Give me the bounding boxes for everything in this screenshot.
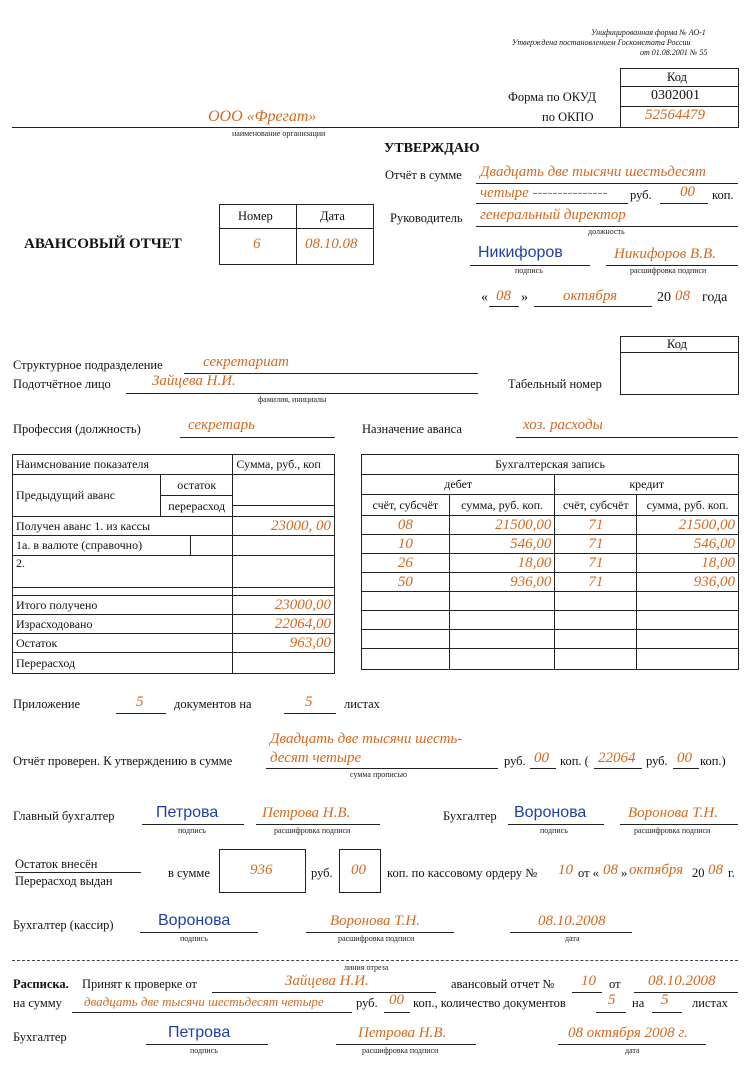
department-label: Структурное подразделение (13, 358, 163, 372)
head-name-caption: расшифровка подписи (630, 266, 707, 275)
report-number: 6 (253, 236, 261, 252)
cashier-name-caption: расшифровка подписи (338, 934, 415, 943)
entry-debet-account: 08 (362, 516, 450, 535)
cash-kop-value: 00 (351, 862, 366, 878)
approve-kop-value: 00 (680, 184, 695, 200)
attachment-sheets-label: листах (344, 697, 380, 711)
accountant-name: Воронова Т.Н. (628, 805, 718, 821)
cashier-date: 08.10.2008 (538, 913, 606, 929)
organization-caption: наименование организации (232, 129, 326, 138)
approve-date-year-label: года (702, 290, 728, 305)
entry-empty-cell (637, 649, 739, 670)
entry-empty-cell (362, 592, 450, 611)
head-position: генеральный директор (480, 207, 626, 223)
left-row-label: Израсходовано (13, 615, 233, 634)
left-row-label: Остаток (13, 634, 233, 653)
attachment-sheets: 5 (305, 694, 313, 710)
attachment-docs-label: документов на (174, 697, 252, 711)
checked-words-1: Двадцать две тысячи шесть- (270, 731, 463, 747)
approve-sum-words-2: четыре --------------- (480, 185, 608, 201)
prev-ostatok-label: остаток (161, 475, 232, 496)
entry-empty-cell (637, 611, 739, 630)
receipt-count-label: коп., количество документов (413, 996, 566, 1010)
entry-empty-cell (555, 592, 637, 611)
head-name: Никифоров В.В. (614, 246, 716, 262)
kredit-header: кредит (555, 475, 739, 495)
receipt-sheets-label: листах (692, 996, 728, 1010)
receipt-date-caption: дата (625, 1046, 640, 1055)
receipt-report-label: авансовый отчет № (451, 977, 555, 991)
checked-rub: руб. (504, 754, 526, 768)
approve-kop-label: коп. (712, 188, 734, 202)
receipt-docs: 5 (608, 992, 616, 1008)
entries-title: Бухгалтерская запись (362, 455, 739, 475)
cashier-name: Воронова Т.Н. (330, 913, 420, 929)
checked-caption: сумма прописью (350, 770, 407, 779)
checked-words-2: десят четыре (270, 750, 362, 766)
entry-empty-cell (637, 630, 739, 649)
entry-empty-cell (362, 630, 450, 649)
cash-year-prefix: 20 (692, 866, 705, 880)
accountant-label: Бухгалтер (443, 809, 497, 823)
receipt-kop-value: 00 (389, 992, 404, 1008)
chief-name: Петрова Н.В. (262, 805, 351, 821)
left-row-label: 2. (13, 556, 233, 588)
report-number-label: Номер (238, 209, 273, 223)
chief-name-caption: расшифровка подписи (274, 826, 351, 835)
entry-kredit-sum: 546,00 (637, 535, 739, 554)
entry-debet-account: 10 (362, 535, 450, 554)
cashier-date-caption: дата (565, 934, 580, 943)
receipt-title: Расписка. (13, 977, 69, 991)
accountable-value: Зайцева Н.И. (152, 373, 236, 389)
person-kod-header: Код (667, 337, 687, 351)
col-account-2: счёт, субсчёт (555, 495, 637, 516)
accountant-signature: Воронова (514, 804, 587, 821)
receipt-ot: от (609, 977, 621, 991)
okpo-label: по ОКПО (542, 110, 594, 124)
head-signature: Никифоров (478, 244, 563, 261)
receipt-number: 10 (581, 973, 596, 989)
cut-line-caption: линия отреза (344, 963, 389, 972)
approve-sum-label: Отчёт в сумме (385, 168, 462, 182)
approve-date-year-prefix: 20 (657, 290, 671, 305)
attachment-docs: 5 (136, 694, 144, 710)
receipt-name-caption: расшифровка подписи (362, 1046, 439, 1055)
receipt-rub: руб. (356, 996, 378, 1010)
organization-name: ООО «Фрегат» (208, 108, 317, 125)
cash-line-2: Перерасход выдан (15, 874, 113, 888)
approve-date-quote-open: « (481, 290, 488, 305)
cash-order-label: коп. по кассовому ордеру № (387, 866, 538, 880)
approve-sum-words-1: Двадцать две тысячи шестьдесят (480, 164, 706, 180)
form-reference-line3: от 01.08.2001 № 55 (640, 48, 708, 57)
left-row-label: Итого получено (13, 596, 233, 615)
entry-empty-cell (449, 630, 555, 649)
receipt-from: Зайцева Н.И. (285, 973, 369, 989)
checked-number: 22064 (598, 750, 636, 766)
entry-empty-cell (637, 592, 739, 611)
accountable-label: Подотчётное лицо (13, 377, 111, 391)
entry-kredit-sum: 21500,00 (637, 516, 739, 535)
entry-empty-cell (449, 611, 555, 630)
cash-in-sum: в сумме (168, 866, 210, 880)
left-row-label: Получен аванс 1. из кассы (13, 517, 233, 536)
chief-label: Главный бухгалтер (13, 809, 115, 823)
entry-empty-cell (449, 592, 555, 611)
okud-label: Форма по ОКУД (508, 90, 596, 104)
purpose-value: хоз. расходы (523, 417, 603, 433)
cash-quote-close: » (621, 866, 628, 880)
cash-year-suffix: 08 (708, 862, 723, 878)
cash-ot: от « (578, 866, 599, 880)
checked-kop-value: 00 (534, 750, 549, 766)
receipt-signature: Петрова (168, 1024, 231, 1041)
kod-header: Код (667, 70, 687, 84)
report-title: АВАНСОВЫЙ ОТЧЕТ (24, 236, 182, 252)
cashier-label: Бухгалтер (кассир) (13, 918, 114, 932)
left-header-name: Наимснование показателя (13, 455, 233, 475)
cash-order-number: 10 (558, 862, 573, 878)
accounting-entries-table (361, 454, 739, 670)
approve-date-year-suffix: 08 (675, 288, 690, 304)
checked-label: Отчёт проверен. К утверждению в сумме (13, 754, 233, 768)
profession-value: секретарь (188, 417, 255, 433)
approve-rub-label: руб. (630, 188, 652, 202)
entry-debet-sum: 936,00 (449, 573, 555, 592)
debet-header: дебет (362, 475, 555, 495)
entry-debet-sum: 546,00 (449, 535, 555, 554)
left-row-value (233, 653, 335, 674)
left-row-value: 23000,00 (233, 596, 335, 615)
entry-kredit-account: 71 (555, 573, 637, 592)
cash-line-1: Остаток внесён (15, 857, 98, 871)
left-row-value (233, 588, 335, 596)
approve-date-day: 08 (496, 288, 511, 304)
entry-empty-cell (555, 649, 637, 670)
left-row-value: 963,00 (233, 634, 335, 653)
department-value: секретариат (203, 354, 289, 370)
checked-kop-value-2: 00 (677, 750, 692, 766)
receipt-accepted-label: Принят к проверке от (82, 977, 197, 991)
left-row-label: Перерасход (13, 653, 233, 674)
checked-kop-close: коп.) (700, 754, 726, 768)
attachment-label: Приложение (13, 697, 81, 711)
entry-debet-sum: 18,00 (449, 554, 555, 573)
tab-number-label: Табельный номер (508, 377, 602, 391)
entry-empty-cell (555, 630, 637, 649)
cash-month: октября (629, 862, 684, 878)
left-header-sum: Сумма, руб., коп (233, 455, 335, 475)
approve-title: УТВЕРЖДАЮ (384, 141, 480, 156)
approve-date-quote-close: » (521, 290, 528, 305)
receipt-date: 08.10.2008 (648, 973, 716, 989)
cashier-sign-caption: подпись (180, 934, 208, 943)
cash-rub-value: 936 (250, 862, 273, 878)
previous-advance-label: Предыдущий аванс (16, 488, 116, 502)
col-sum: сумма, руб. коп. (449, 495, 555, 516)
okud-value: 0302001 (651, 88, 700, 103)
form-reference-line2: Утверждена постановлением Госкомстата России (512, 38, 691, 47)
report-date: 08.10.08 (305, 236, 358, 252)
cut-line (12, 960, 738, 961)
entry-empty-cell (555, 611, 637, 630)
entry-empty-cell (449, 649, 555, 670)
receipt-sum-label: на сумму (13, 996, 62, 1010)
accountant-name-caption: расшифровка подписи (634, 826, 711, 835)
entry-debet-sum: 21500,00 (449, 516, 555, 535)
approve-date-month: октября (563, 288, 618, 304)
report-date-label: Дата (320, 209, 345, 223)
position-caption: должность (588, 227, 625, 236)
accountable-caption: фамилия, инициалы (258, 395, 327, 404)
cash-g: г. (728, 866, 735, 880)
left-row-value (233, 536, 335, 556)
left-row-value: 23000, 00 (233, 517, 335, 536)
chief-signature: Петрова (156, 804, 219, 821)
entry-kredit-account: 71 (555, 554, 637, 573)
advance-summary-table (12, 454, 335, 674)
receipt-accountant-label: Бухгалтер (13, 1030, 67, 1044)
cashier-signature: Воронова (158, 912, 231, 929)
left-row-label: 1а. в валюте (справочно) (16, 538, 143, 552)
head-label: Руководитель (390, 211, 463, 225)
col-account: счёт, субсчёт (362, 495, 450, 516)
receipt-on: на (632, 996, 645, 1010)
left-row-label (13, 588, 233, 596)
entry-kredit-account: 71 (555, 516, 637, 535)
form-reference-line1: Унифицированная форма № АО-1 (591, 28, 706, 37)
accountant-sign-caption: подпись (540, 826, 568, 835)
left-row-value (233, 556, 335, 588)
chief-sign-caption: подпись (178, 826, 206, 835)
cash-rub: руб. (311, 866, 333, 880)
entry-debet-account: 50 (362, 573, 450, 592)
okpo-value: 52564479 (645, 107, 705, 123)
receipt-sign-caption: подпись (190, 1046, 218, 1055)
checked-kop-open: коп. ( (560, 754, 589, 768)
entry-debet-account: 26 (362, 554, 450, 573)
col-sum-2: сумма, руб. коп. (637, 495, 739, 516)
cash-day: 08 (603, 862, 618, 878)
entry-kredit-account: 71 (555, 535, 637, 554)
entry-empty-cell (362, 611, 450, 630)
left-row-value: 22064,00 (233, 615, 335, 634)
entry-empty-cell (362, 649, 450, 670)
receipt-date-written: 08 октября 2008 г. (568, 1025, 688, 1041)
receipt-sheets: 5 (661, 992, 669, 1008)
purpose-label: Назначение аванса (362, 422, 462, 436)
receipt-name: Петрова Н.В. (358, 1025, 447, 1041)
prev-pererashod-label: перерасход (168, 499, 226, 513)
entry-kredit-sum: 18,00 (637, 554, 739, 573)
checked-rub-2: руб. (646, 754, 668, 768)
head-sign-caption: подпись (515, 266, 543, 275)
receipt-sum-words: двадцать две тысячи шестьдесят четыре (84, 994, 324, 1009)
profession-label: Профессия (должность) (13, 422, 141, 436)
entry-kredit-sum: 936,00 (637, 573, 739, 592)
